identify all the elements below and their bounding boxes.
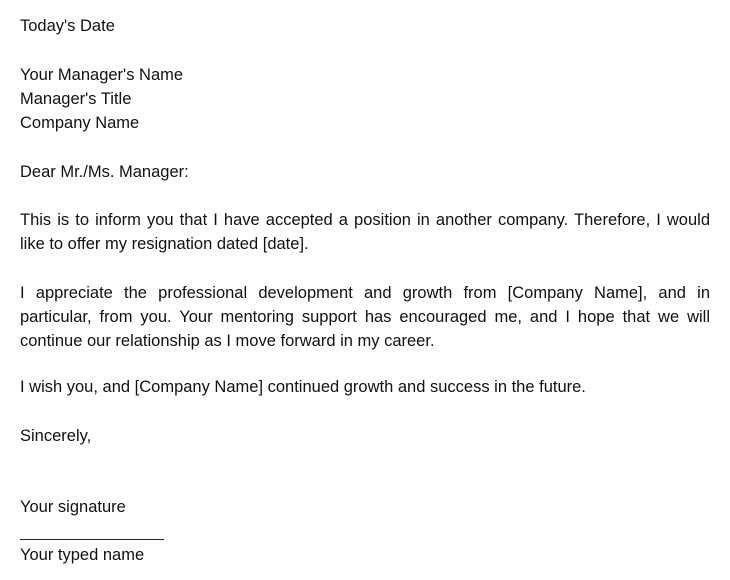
letter-date: Today's Date xyxy=(20,17,115,35)
signature-block xyxy=(20,495,710,519)
recipient-title: Manager's Title xyxy=(20,90,132,108)
date-line xyxy=(20,14,710,38)
typed-name-label: Your typed name xyxy=(20,546,145,564)
closing: Sincerely, xyxy=(20,427,92,445)
signature-label: Your signature xyxy=(20,498,126,516)
body-paragraph: I appreciate the professional development and growth from [Company Name], and in particular, from you. Your mentoring support has encouraged me, and I hope that we will continue our relationship as I move forward in my career. xyxy=(20,284,710,350)
salutation: Dear Mr./Ms. Manager: xyxy=(20,163,189,181)
body-paragraph: I wish you, and [Company Name] continued growth and success in the future. xyxy=(20,378,586,396)
paragraph-2 xyxy=(20,281,710,353)
signature-divider xyxy=(20,539,164,540)
recipient-name: Your Manager's Name xyxy=(20,66,184,84)
typed-name-block xyxy=(20,543,710,567)
recipient-company: Company Name xyxy=(20,114,140,132)
recipient-block xyxy=(20,63,710,135)
closing-block xyxy=(20,424,710,448)
salutation-block xyxy=(20,160,710,184)
paragraph-1 xyxy=(20,208,710,256)
body-paragraph: This is to inform you that I have accepted a position in another company. Therefore, I would like to offer my resignation dated [date]. xyxy=(20,211,710,253)
paragraph-3 xyxy=(20,375,710,399)
